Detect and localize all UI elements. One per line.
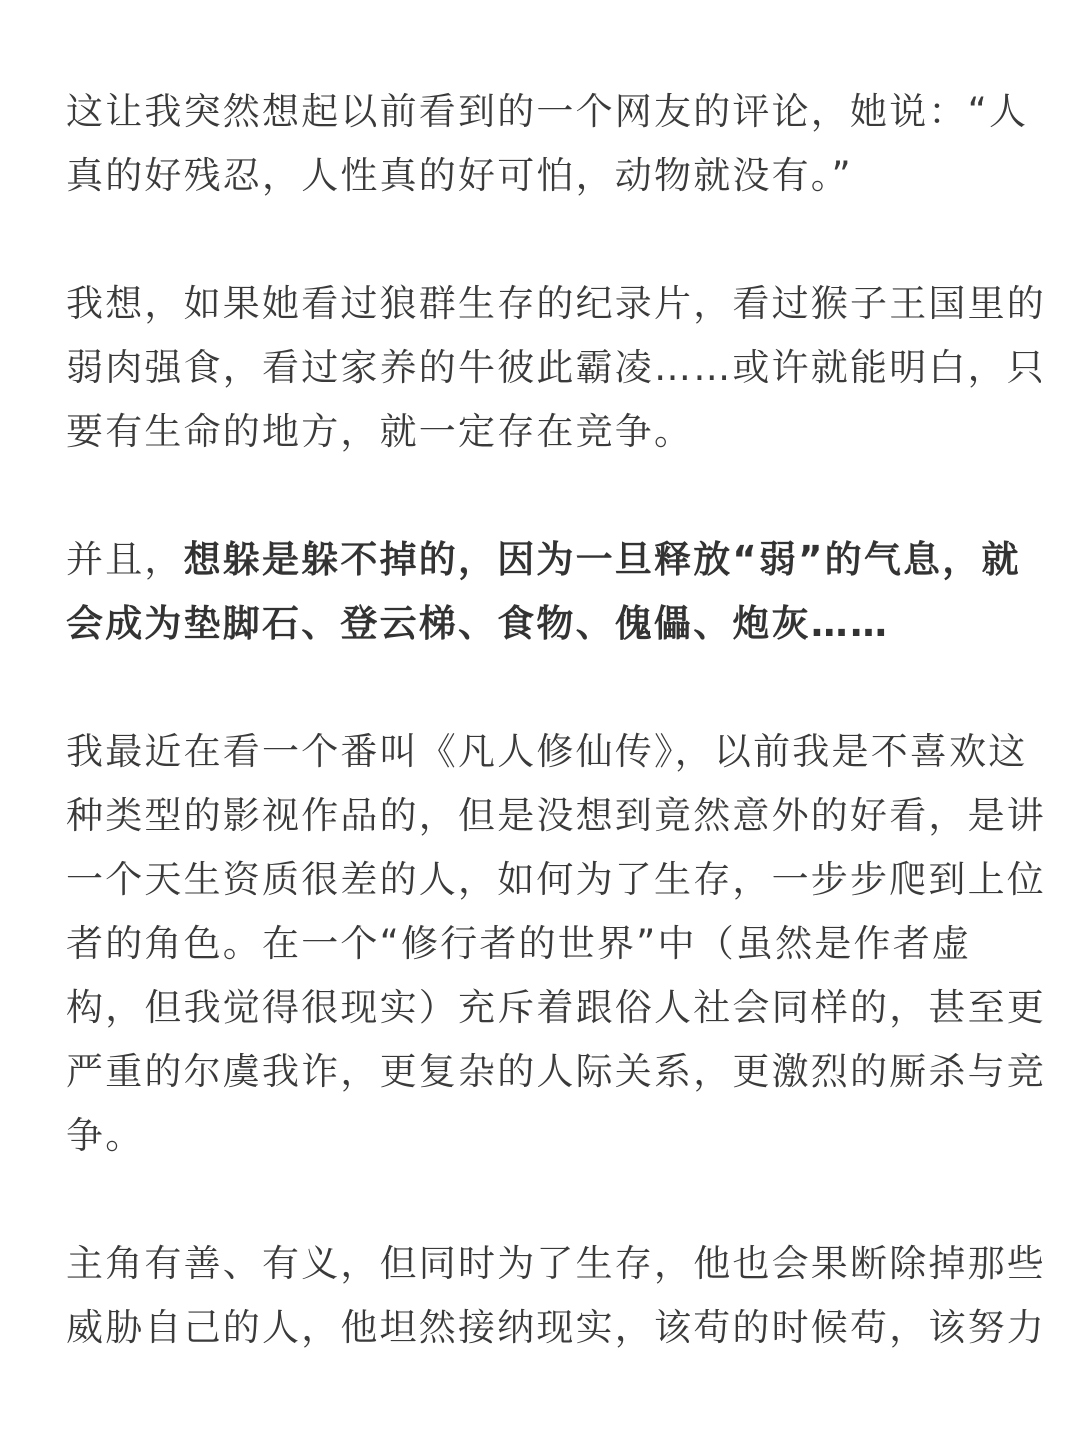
paragraph-4 bbox=[66, 720, 1046, 1168]
text-line: 构，但我觉得很现实）充斥着跟俗人社会同样的，甚至更 bbox=[66, 986, 1046, 1029]
text-line: 严重的尔虞我诈，更复杂的人际关系，更激烈的厮杀与竞 bbox=[66, 1050, 1046, 1093]
article-body bbox=[66, 80, 1046, 1360]
paragraph-prefix: 并且， bbox=[66, 538, 184, 581]
text-line: 争。 bbox=[66, 1114, 145, 1157]
text-line bbox=[66, 528, 1021, 592]
text-line: 我最近在看一个番叫《凡人修仙传》，以前我是不喜欢这 bbox=[66, 730, 1028, 773]
text-line: 种类型的影视作品的，但是没想到竟然意外的好看，是讲 bbox=[66, 794, 1046, 837]
text-line: 弱肉强食，看过家养的牛彼此霸凌……或许就能明白，只 bbox=[66, 346, 1046, 389]
text-line: 要有生命的地方，就一定存在竞争。 bbox=[66, 410, 694, 453]
text-line: 威胁自己的人，他坦然接纳现实，该苟的时候苟，该努力 bbox=[66, 1306, 1046, 1349]
bold-emphasis: 想躲是躲不掉的，因为一旦释放“弱”的气息，就 bbox=[183, 538, 1021, 581]
text-line: 者的角色。在一个“修行者的世界”中（虽然是作者虚 bbox=[66, 922, 972, 965]
bold-emphasis: 会成为垫脚石、登云梯、食物、傀儡、炮灰…… bbox=[66, 602, 890, 645]
text-line: 这让我突然想起以前看到的一个网友的评论，她说：“人 bbox=[66, 90, 1029, 133]
text-line: 主角有善、有义，但同时为了生存，他也会果断除掉那些 bbox=[66, 1242, 1046, 1285]
text-line: 我想，如果她看过狼群生存的纪录片，看过猴子王国里的 bbox=[66, 282, 1046, 325]
paragraph-1 bbox=[66, 80, 1029, 208]
text-line: 真的好残忍，人性真的好可怕，动物就没有。” bbox=[66, 154, 853, 197]
paragraph-5 bbox=[66, 1232, 1046, 1360]
text-line: 一个天生资质很差的人，如何为了生存，一步步爬到上位 bbox=[66, 858, 1046, 901]
paragraph-2 bbox=[66, 272, 1046, 464]
paragraph-3 bbox=[66, 528, 1021, 656]
